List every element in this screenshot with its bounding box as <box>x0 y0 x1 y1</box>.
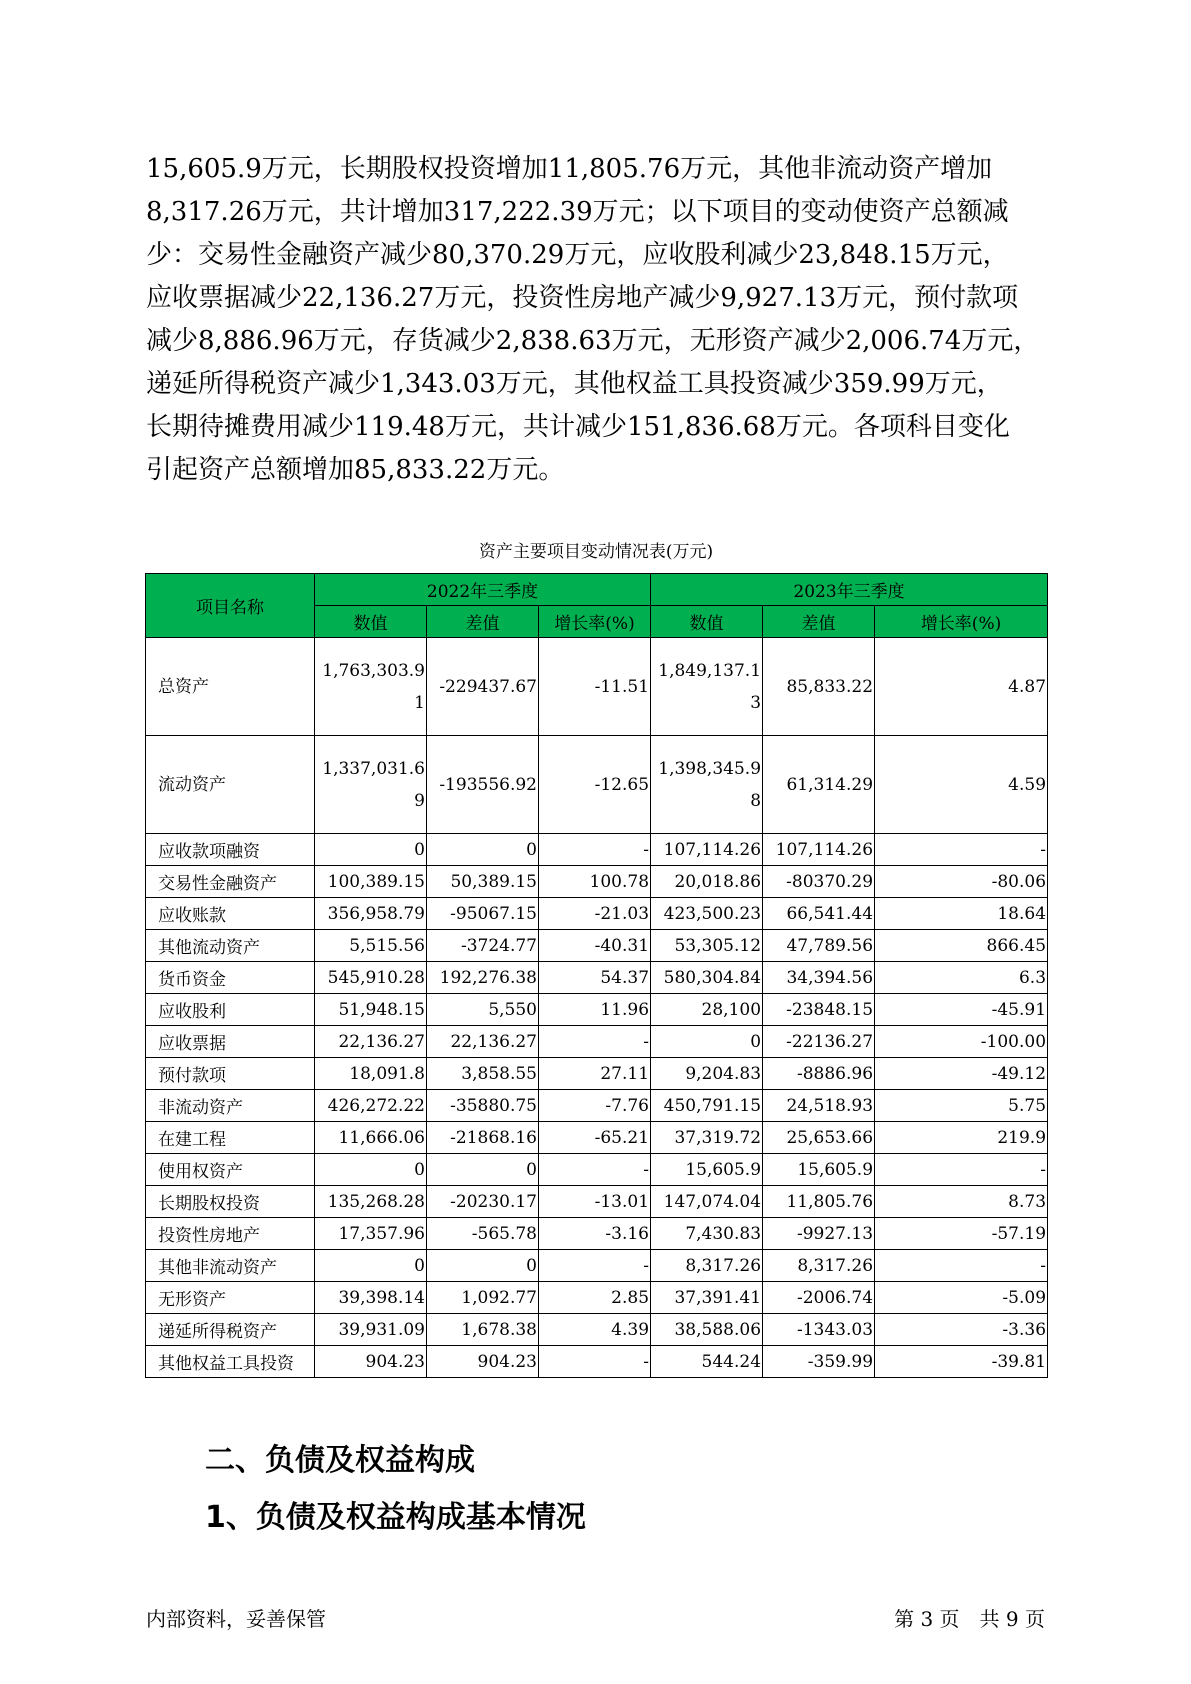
value-2023: 1,849,137.13 <box>651 638 763 736</box>
value-2023: 147,074.04 <box>651 1186 763 1218</box>
growth-2022: - <box>539 1346 651 1378</box>
value-2023: 9,204.83 <box>651 1058 763 1090</box>
growth-2023: -80.06 <box>875 866 1048 898</box>
diff-2023: -8886.96 <box>763 1058 875 1090</box>
diff-2023: 25,653.66 <box>763 1122 875 1154</box>
value-2023: 8,317.26 <box>651 1250 763 1282</box>
header-item-name: 项目名称 <box>146 574 315 638</box>
diff-2023: -2006.74 <box>763 1282 875 1314</box>
growth-2023: - <box>875 1154 1048 1186</box>
section-heading: 二、负债及权益构成 <box>205 1443 475 1478</box>
paragraph-line: 15,605.9万元，长期股权投资增加11,805.76万元，其他非流动资产增加 <box>146 154 993 184</box>
growth-2023: -100.00 <box>875 1026 1048 1058</box>
value-2023: 450,791.15 <box>651 1090 763 1122</box>
value-2022: 135,268.28 <box>315 1186 427 1218</box>
table-row <box>146 736 1048 834</box>
table-row <box>146 834 1048 866</box>
row-name: 货币资金 <box>146 962 315 994</box>
table-row <box>146 930 1048 962</box>
header-diff-2022: 差值 <box>427 606 539 638</box>
row-name: 应收股利 <box>146 994 315 1026</box>
diff-2023: 34,394.56 <box>763 962 875 994</box>
value-2023: 580,304.84 <box>651 962 763 994</box>
row-name: 递延所得税资产 <box>146 1314 315 1346</box>
growth-2023: -5.09 <box>875 1282 1048 1314</box>
table-row <box>146 1122 1048 1154</box>
table-row <box>146 1090 1048 1122</box>
table-row <box>146 1058 1048 1090</box>
row-name: 应收票据 <box>146 1026 315 1058</box>
diff-2022: 192,276.38 <box>427 962 539 994</box>
paragraph-line: 8,317.26万元，共计增加317,222.39万元；以下项目的变动使资产总额减 <box>146 197 1009 227</box>
diff-2023: 24,518.93 <box>763 1090 875 1122</box>
row-name: 投资性房地产 <box>146 1218 315 1250</box>
value-2022: 545,910.28 <box>315 962 427 994</box>
table-row <box>146 638 1048 736</box>
growth-2022: - <box>539 834 651 866</box>
row-name: 应收账款 <box>146 898 315 930</box>
paragraph-line: 递延所得税资产减少1,343.03万元，其他权益工具投资减少359.99万元， <box>146 369 1003 399</box>
row-name: 应收款项融资 <box>146 834 315 866</box>
value-2022: 5,515.56 <box>315 930 427 962</box>
diff-2022: 0 <box>427 834 539 866</box>
value-2023: 20,018.86 <box>651 866 763 898</box>
header-period-2023: 2023年三季度 <box>651 574 1048 606</box>
diff-2022: 3,858.55 <box>427 1058 539 1090</box>
table-header <box>146 574 1048 638</box>
value-2022: 356,958.79 <box>315 898 427 930</box>
growth-2023: -3.36 <box>875 1314 1048 1346</box>
table-row <box>146 1282 1048 1314</box>
value-2023: 423,500.23 <box>651 898 763 930</box>
diff-2022: 0 <box>427 1154 539 1186</box>
header-value-2022: 数值 <box>315 606 427 638</box>
diff-2023: 47,789.56 <box>763 930 875 962</box>
table-row <box>146 994 1048 1026</box>
footer-confidential-note: 内部资料，妥善保管 <box>146 1607 326 1631</box>
diff-2023: 15,605.9 <box>763 1154 875 1186</box>
asset-change-table <box>145 573 1048 1378</box>
row-name: 使用权资产 <box>146 1154 315 1186</box>
table-row <box>146 1250 1048 1282</box>
growth-2022: -12.65 <box>539 736 651 834</box>
diff-2022: 1,092.77 <box>427 1282 539 1314</box>
diff-2022: -229437.67 <box>427 638 539 736</box>
diff-2022: 5,550 <box>427 994 539 1026</box>
diff-2023: -359.99 <box>763 1346 875 1378</box>
diff-2023: 11,805.76 <box>763 1186 875 1218</box>
growth-2023: -57.19 <box>875 1218 1048 1250</box>
growth-2023: 8.73 <box>875 1186 1048 1218</box>
diff-2022: 22,136.27 <box>427 1026 539 1058</box>
diff-2023: 8,317.26 <box>763 1250 875 1282</box>
growth-2023: 219.9 <box>875 1122 1048 1154</box>
table-caption: 资产主要项目变动情况表(万元) <box>478 542 714 562</box>
value-2022: 1,337,031.69 <box>315 736 427 834</box>
value-2022: 0 <box>315 1250 427 1282</box>
value-2022: 0 <box>315 834 427 866</box>
growth-2022: - <box>539 1154 651 1186</box>
table-row <box>146 962 1048 994</box>
value-2023: 1,398,345.98 <box>651 736 763 834</box>
value-2023: 28,100 <box>651 994 763 1026</box>
growth-2022: -40.31 <box>539 930 651 962</box>
table-row <box>146 898 1048 930</box>
value-2022: 100,389.15 <box>315 866 427 898</box>
row-name: 其他流动资产 <box>146 930 315 962</box>
header-diff-2023: 差值 <box>763 606 875 638</box>
row-name: 总资产 <box>146 638 315 736</box>
table-row <box>146 1314 1048 1346</box>
paragraph-line: 减少8,886.96万元，存货减少2,838.63万元，无形资产减少2,006.74万元， <box>146 326 1040 356</box>
value-2022: 17,357.96 <box>315 1218 427 1250</box>
table-row <box>146 1186 1048 1218</box>
value-2023: 53,305.12 <box>651 930 763 962</box>
diff-2023: -23848.15 <box>763 994 875 1026</box>
value-2023: 37,391.41 <box>651 1282 763 1314</box>
value-2023: 544.24 <box>651 1346 763 1378</box>
footer-page-number: 第 3 页 共 9 页 <box>894 1607 1045 1631</box>
value-2023: 0 <box>651 1026 763 1058</box>
value-2023: 37,319.72 <box>651 1122 763 1154</box>
table-row <box>146 866 1048 898</box>
row-name: 交易性金融资产 <box>146 866 315 898</box>
growth-2022: 100.78 <box>539 866 651 898</box>
table-row <box>146 1218 1048 1250</box>
diff-2022: 1,678.38 <box>427 1314 539 1346</box>
row-name: 预付款项 <box>146 1058 315 1090</box>
header-value-2023: 数值 <box>651 606 763 638</box>
value-2022: 11,666.06 <box>315 1122 427 1154</box>
growth-2022: -11.51 <box>539 638 651 736</box>
value-2022: 1,763,303.91 <box>315 638 427 736</box>
paragraph-line: 长期待摊费用减少119.48万元，共计减少151,836.68万元。各项科目变化 <box>146 412 1010 442</box>
growth-2023: 866.45 <box>875 930 1048 962</box>
diff-2023: 66,541.44 <box>763 898 875 930</box>
growth-2022: - <box>539 1250 651 1282</box>
row-name: 长期股权投资 <box>146 1186 315 1218</box>
value-2022: 51,948.15 <box>315 994 427 1026</box>
header-period-2022: 2022年三季度 <box>315 574 651 606</box>
diff-2022: -95067.15 <box>427 898 539 930</box>
diff-2022: -35880.75 <box>427 1090 539 1122</box>
diff-2023: 61,314.29 <box>763 736 875 834</box>
value-2023: 38,588.06 <box>651 1314 763 1346</box>
growth-2023: 18.64 <box>875 898 1048 930</box>
growth-2022: -13.01 <box>539 1186 651 1218</box>
growth-2023: 5.75 <box>875 1090 1048 1122</box>
subsection-heading: 1、负债及权益构成基本情况 <box>205 1500 586 1535</box>
diff-2023: -80370.29 <box>763 866 875 898</box>
growth-2023: - <box>875 834 1048 866</box>
value-2022: 18,091.8 <box>315 1058 427 1090</box>
diff-2023: -9927.13 <box>763 1218 875 1250</box>
growth-2022: -65.21 <box>539 1122 651 1154</box>
row-name: 在建工程 <box>146 1122 315 1154</box>
header-growth-2022: 增长率(%) <box>539 606 651 638</box>
value-2022: 904.23 <box>315 1346 427 1378</box>
body-paragraph <box>146 148 1046 492</box>
diff-2022: -193556.92 <box>427 736 539 834</box>
value-2023: 7,430.83 <box>651 1218 763 1250</box>
diff-2023: -22136.27 <box>763 1026 875 1058</box>
header-growth-2023: 增长率(%) <box>875 606 1048 638</box>
value-2022: 39,931.09 <box>315 1314 427 1346</box>
value-2023: 107,114.26 <box>651 834 763 866</box>
row-name: 非流动资产 <box>146 1090 315 1122</box>
diff-2022: -20230.17 <box>427 1186 539 1218</box>
value-2022: 22,136.27 <box>315 1026 427 1058</box>
row-name: 流动资产 <box>146 736 315 834</box>
growth-2022: -7.76 <box>539 1090 651 1122</box>
table-row <box>146 1346 1048 1378</box>
value-2022: 39,398.14 <box>315 1282 427 1314</box>
value-2022: 426,272.22 <box>315 1090 427 1122</box>
diff-2022: -21868.16 <box>427 1122 539 1154</box>
growth-2023: -39.81 <box>875 1346 1048 1378</box>
diff-2023: -1343.03 <box>763 1314 875 1346</box>
growth-2022: 11.96 <box>539 994 651 1026</box>
growth-2023: 4.59 <box>875 736 1048 834</box>
row-name: 其他权益工具投资 <box>146 1346 315 1378</box>
diff-2022: 904.23 <box>427 1346 539 1378</box>
growth-2022: 4.39 <box>539 1314 651 1346</box>
row-name: 其他非流动资产 <box>146 1250 315 1282</box>
growth-2022: -21.03 <box>539 898 651 930</box>
growth-2022: - <box>539 1026 651 1058</box>
diff-2022: 0 <box>427 1250 539 1282</box>
growth-2023: -49.12 <box>875 1058 1048 1090</box>
paragraph-line: 引起资产总额增加85,833.22万元。 <box>146 455 565 485</box>
value-2023: 15,605.9 <box>651 1154 763 1186</box>
growth-2023: -45.91 <box>875 994 1048 1026</box>
diff-2022: -3724.77 <box>427 930 539 962</box>
paragraph-line: 少：交易性金融资产减少80,370.29万元，应收股利减少23,848.15万元， <box>146 240 1009 270</box>
diff-2022: 50,389.15 <box>427 866 539 898</box>
diff-2022: -565.78 <box>427 1218 539 1250</box>
diff-2023: 85,833.22 <box>763 638 875 736</box>
growth-2022: -3.16 <box>539 1218 651 1250</box>
growth-2022: 54.37 <box>539 962 651 994</box>
growth-2022: 2.85 <box>539 1282 651 1314</box>
row-name: 无形资产 <box>146 1282 315 1314</box>
value-2022: 0 <box>315 1154 427 1186</box>
growth-2022: 27.11 <box>539 1058 651 1090</box>
table-body <box>146 638 1048 1378</box>
growth-2023: 4.87 <box>875 638 1048 736</box>
table-row <box>146 1154 1048 1186</box>
growth-2023: 6.3 <box>875 962 1048 994</box>
growth-2023: - <box>875 1250 1048 1282</box>
table-row <box>146 1026 1048 1058</box>
diff-2023: 107,114.26 <box>763 834 875 866</box>
paragraph-line: 应收票据减少22,136.27万元，投资性房地产减少9,927.13万元，预付款项 <box>146 283 1019 313</box>
